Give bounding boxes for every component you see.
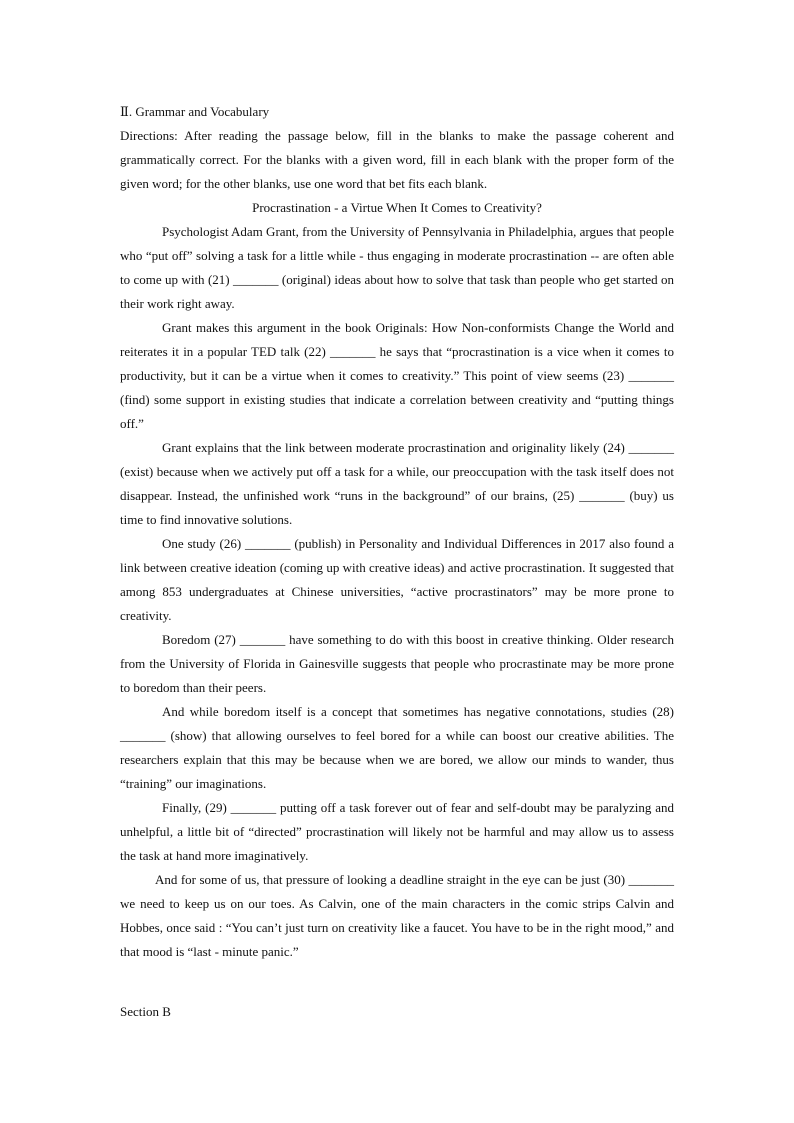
passage-title: Procrastination - a Virtue When It Comes to Creativity? [252, 200, 542, 215]
paragraph-1: Psychologist Adam Grant, from the University of Pennsylvania in Philadelphia, argues that people who “put off” solving a task for a little while - thus engaging in moderate procrastination -- are often able to come up with (21) _______ (original) ideas about how to solve that task than people who get started on their work right away. [120, 224, 674, 311]
document-page [120, 100, 674, 1024]
paragraph-6: And while boredom itself is a concept that sometimes has negative connotations, studies (28) _______ (show) that allowing ourselves to feel bored for a while can boost our creative abilities. The researchers explain that this may be because when we are bored, we allow our minds to wander, thus “training” our imaginations. [120, 704, 674, 791]
directions-text: Directions: After reading the passage below, fill in the blanks to make the passage coherent and grammatically correct. For the blanks with a given word, fill in each blank with the proper form of the given word; for the other blanks, use one word that bet fits each blank. [120, 128, 674, 191]
section-b-heading: Section B [120, 1004, 171, 1019]
paragraph-5: Boredom (27) _______ have something to do with this boost in creative thinking. Older research from the University of Florida in Gainesville suggests that people who procrastinate may be more prone to boredom than their peers. [120, 632, 674, 695]
paragraph-3: Grant explains that the link between moderate procrastination and originality likely (24) _______ (exist) because when we actively put off a task for a while, our preoccupation with the task itself does not disappear. Instead, the unfinished work “runs in the background” of our brains, (25) _______ (buy) us time to find innovative solutions. [120, 440, 674, 527]
paragraph-2: Grant makes this argument in the book Originals: How Non-conformists Change the World and reiterates it in a popular TED talk (22) _______ he says that “procrastination is a vice when it comes to productivity, but it can be a virtue when it comes to creativity.” This point of view seems (23) _______ (find) some support in existing studies that indicate a correlation between creativity and “putting things off.” [120, 320, 674, 431]
paragraph-4: One study (26) _______ (publish) in Personality and Individual Differences in 2017 also found a link between creative ideation (coming up with creative ideas) and active procrastination. It suggested that among 853 undergraduates at Chinese universities, “active procrastinators” may be more prone to creativity. [120, 536, 674, 623]
paragraph-8: And for some of us, that pressure of looking a deadline straight in the eye can be just (30) _______ we need to keep us on our toes. As Calvin, one of the main characters in the comic strips Calvin and Hobbes, once said : “You can’t just turn on creativity like a faucet. You have to be in the right mood,” and that mood is “last - minute panic.” [120, 872, 674, 959]
section-heading: Ⅱ. Grammar and Vocabulary [120, 104, 270, 119]
paragraph-7: Finally, (29) _______ putting off a task forever out of fear and self-doubt may be paralyzing and unhelpful, a little bit of “directed” procrastination will likely not be harmful and may allow us to assess the task at hand more imaginatively. [120, 800, 674, 863]
